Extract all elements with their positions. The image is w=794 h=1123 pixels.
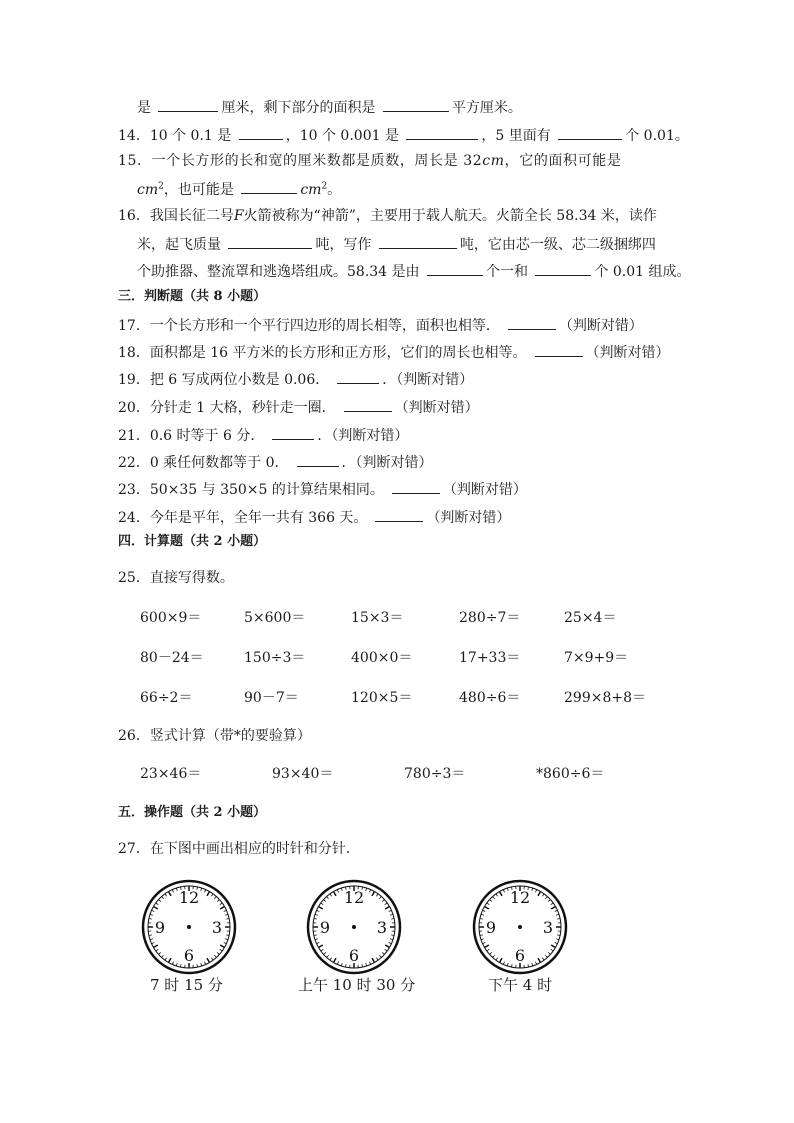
clock-tick	[551, 903, 553, 905]
clock-tick	[490, 952, 492, 954]
clock-tick	[220, 945, 224, 948]
clock-tick	[555, 942, 558, 943]
clock-tick	[315, 914, 318, 915]
judge-blank[interactable]	[375, 506, 423, 522]
calc-item[interactable]: 66÷2＝	[140, 690, 193, 706]
clock-tick	[542, 958, 544, 960]
clock-tick	[500, 958, 503, 962]
clock-tick	[545, 955, 547, 957]
clock-tick	[390, 914, 393, 915]
clock-number: 12	[509, 888, 531, 907]
clock-tick	[557, 935, 560, 936]
clock-tick	[503, 962, 504, 965]
clock-tick	[315, 939, 318, 940]
clock-tick	[551, 907, 555, 910]
calc-item[interactable]: 150÷3＝	[244, 650, 306, 666]
clock-tick	[224, 910, 227, 911]
clock-tick	[220, 949, 222, 951]
clock-tick	[481, 939, 484, 940]
q13-blank-1[interactable]	[158, 96, 218, 112]
clock-tick	[327, 955, 329, 957]
clock-tick	[389, 942, 392, 943]
clock-number: 6	[183, 946, 195, 965]
judge-item: 24．今年是平年，全年一共有 366 天。 （判断对错）	[118, 506, 510, 528]
clock-tick	[224, 942, 227, 943]
clock-tick	[391, 918, 394, 919]
calc-item[interactable]: 25×4＝	[564, 610, 617, 626]
calc-item[interactable]: 90－7＝	[244, 690, 299, 706]
clock-tick	[197, 964, 198, 967]
clock-tick	[217, 952, 219, 954]
clock-number: 3	[211, 918, 223, 937]
clock-tick	[214, 897, 216, 899]
clock-tick	[376, 958, 378, 960]
clock-tick	[150, 914, 153, 915]
clock-tick	[214, 955, 216, 957]
judge-blank[interactable]	[297, 451, 339, 467]
clock-tick	[317, 942, 320, 943]
calc-item[interactable]: 600×9＝	[140, 610, 202, 626]
clock-tick	[366, 888, 367, 891]
clock-tick	[493, 897, 495, 899]
q16-blank-4[interactable]	[535, 260, 591, 276]
clock-tick	[225, 914, 228, 915]
question-15-line-2: $cm^2$，也可能是 $cm^2$。	[137, 178, 341, 200]
calc-item[interactable]: 280÷7＝	[459, 610, 521, 626]
judge-item: 20．分针走 1 大格，秒针走一圈． （判断对错）	[118, 396, 479, 418]
clock-tick	[481, 914, 484, 915]
calc-item[interactable]: 7×9+9＝	[564, 650, 629, 666]
clock-tick	[169, 958, 172, 962]
clock-tick	[511, 964, 512, 967]
judge-blank[interactable]	[535, 341, 583, 357]
question-16-line-3: 个助推器、整流罩和逃逸塔组成。58.34 是由 个一和 个 0.01 组成。	[137, 260, 691, 282]
clock-tick	[176, 888, 177, 891]
clock-tick	[483, 910, 486, 911]
clock-tick	[500, 891, 503, 895]
clock-tick	[226, 918, 229, 919]
clock-tick	[369, 962, 370, 965]
clock-tick	[156, 949, 158, 951]
clock-tick	[551, 949, 553, 951]
clock-tick	[153, 945, 157, 948]
clock-tick	[314, 935, 317, 936]
clock-tick	[337, 962, 338, 965]
clock-tick	[372, 958, 375, 962]
clock-center-dot	[187, 925, 191, 929]
q14-blank-3[interactable]	[558, 124, 622, 140]
vertical-calc-item[interactable]: *860÷6＝	[536, 766, 605, 782]
clock-tick	[496, 894, 498, 896]
clock-tick	[156, 903, 158, 905]
clock-tick	[321, 949, 323, 951]
clock-tick	[376, 894, 378, 896]
clock-time-label: 7 时 15 分	[150, 976, 223, 994]
clock-tick	[207, 958, 210, 962]
clock-tick	[538, 958, 541, 962]
question-16-line-2: 米，起飞质量 吨，写作 吨，它由芯一级、芯二级捆绑四	[137, 233, 656, 255]
clock-tick	[207, 891, 210, 895]
clock-tick	[480, 935, 483, 936]
clock-tick	[385, 945, 389, 948]
clock-tick	[532, 963, 533, 966]
clock-tick	[555, 910, 558, 911]
clock-center-dot	[518, 925, 522, 929]
clock-tick	[341, 888, 342, 891]
clock-tick	[314, 918, 317, 919]
question-16-line-1: 16．我国长征二号F火箭被称为“神箭”，主要用于载人航天。火箭全长 58.34 米，读作	[118, 208, 657, 224]
clock-tick	[382, 952, 384, 954]
clock-tick	[551, 945, 555, 948]
clock-tick	[535, 962, 536, 965]
clock-tick	[379, 955, 381, 957]
vertical-calc-item[interactable]: 93×40＝	[272, 766, 334, 782]
clock-tick	[538, 891, 541, 895]
clock-tick	[317, 910, 320, 911]
judge-blank[interactable]	[392, 478, 440, 494]
clock-tick	[172, 962, 173, 965]
clock-number: 9	[154, 918, 166, 937]
clock-tick	[545, 897, 547, 899]
clock-tick	[220, 903, 222, 905]
clock-tick	[389, 910, 392, 911]
clock-number: 6	[514, 946, 526, 965]
clock-tick	[226, 935, 229, 936]
clock-face[interactable]	[304, 877, 404, 977]
clock-number: 6	[348, 946, 360, 965]
clock-tick	[369, 890, 370, 893]
clock-tick	[330, 958, 332, 960]
clock-tick	[204, 890, 205, 893]
q13-blank-2[interactable]	[383, 96, 449, 112]
clock-tick	[507, 963, 508, 966]
clock-tick	[159, 952, 161, 954]
clock-time-label: 上午 10 时 30 分	[298, 976, 416, 994]
clock-tick	[557, 918, 560, 919]
judge-blank[interactable]	[508, 314, 556, 330]
clock-tick	[382, 900, 384, 902]
clock-tick	[556, 914, 559, 915]
vertical-calc-item[interactable]: 23×46＝	[140, 766, 202, 782]
q15-blank[interactable]	[241, 178, 297, 194]
clock-tick	[330, 894, 332, 896]
clock-tick	[372, 891, 375, 895]
clock-tick	[391, 935, 394, 936]
clock-tick	[548, 900, 550, 902]
clock-tick	[324, 952, 326, 954]
q14-blank-2[interactable]	[406, 124, 478, 140]
clock-time-label: 下午 4 时	[488, 976, 553, 994]
clock-tick	[153, 907, 157, 910]
clock-tick	[362, 964, 363, 967]
q16-blank-2[interactable]	[379, 233, 457, 249]
calc-item[interactable]: 5×600＝	[244, 610, 306, 626]
clock-tick	[169, 891, 172, 895]
clock-tick	[327, 897, 329, 899]
clock-number: 9	[319, 918, 331, 937]
clock-tick	[165, 958, 167, 960]
calc-item[interactable]: 120×5＝	[351, 690, 413, 706]
calc-item[interactable]: 480÷6＝	[459, 690, 521, 706]
clock-tick	[159, 900, 161, 902]
judge-item: 23．50×35 与 350×5 的计算结果相同。 （判断对错）	[118, 478, 527, 500]
clock-tick	[162, 897, 164, 899]
clock-tick	[390, 939, 393, 940]
clock-tick	[484, 945, 488, 948]
clock-tick	[548, 952, 550, 954]
question-25: 25．直接写得数。	[118, 570, 234, 586]
clock-tick	[487, 903, 489, 905]
clock-tick	[345, 964, 346, 967]
calc-item[interactable]: 80－24＝	[140, 650, 204, 666]
judge-item: 18．面积都是 16 平方米的长方形和正方形，它们的周长也相等。 （判断对错）	[118, 341, 670, 363]
clock-tick	[152, 942, 155, 943]
q13-continuation: 是 厘米，剩下部分的面积是 平方厘米。	[137, 96, 522, 118]
clock-tick	[496, 958, 498, 960]
clock-tick	[483, 942, 486, 943]
clock-number: 12	[343, 888, 365, 907]
clock-tick	[172, 890, 173, 893]
vertical-calc-item[interactable]: 780÷3＝	[404, 766, 466, 782]
clock-tick	[150, 939, 153, 940]
clock-tick	[225, 939, 228, 940]
clock-tick	[385, 949, 387, 951]
clock-tick	[385, 907, 389, 910]
question-27: 27．在下图中画出相应的时针和分针．	[118, 841, 360, 857]
clock-number: 3	[542, 918, 554, 937]
clock-tick	[318, 945, 322, 948]
clock-tick	[211, 958, 213, 960]
calc-item[interactable]: 17+33＝	[459, 650, 521, 666]
clock-tick	[487, 949, 489, 951]
clock-tick	[535, 890, 536, 893]
q16-blank-3[interactable]	[427, 260, 483, 276]
clock-tick	[528, 964, 529, 967]
clock-number: 12	[178, 888, 200, 907]
calc-item[interactable]: 299×8+8＝	[564, 690, 646, 706]
clock-tick	[542, 894, 544, 896]
clock-tick	[556, 939, 559, 940]
question-26: 26．竖式计算（带*的要验算）	[118, 728, 311, 744]
clock-tick	[324, 900, 326, 902]
question-15-line-1: 15．一个长方形的长和宽的厘米数都是质数，周长是 32cm，它的面积可能是	[118, 153, 622, 169]
clock-center-dot	[352, 925, 356, 929]
judge-item: 19．把 6 写成两位小数是 0.06． ．（判断对错）	[118, 368, 473, 390]
section-5-heading: 五．操作题（共 2 小题）	[118, 805, 267, 820]
clock-face[interactable]	[470, 877, 570, 977]
section-3-heading: 三．判断题（共 8 小题）	[118, 289, 267, 304]
judge-item: 21．0.6 时等于 6 分． ．（判断对错）	[118, 424, 408, 446]
clock-tick	[493, 955, 495, 957]
clock-tick	[379, 897, 381, 899]
clock-tick	[490, 900, 492, 902]
clock-tick	[480, 918, 483, 919]
clock-tick	[165, 894, 167, 896]
clock-tick	[201, 963, 202, 966]
clock-tick	[337, 890, 338, 893]
clock-tick	[176, 963, 177, 966]
judge-blank[interactable]	[344, 396, 392, 412]
clock-tick	[366, 963, 367, 966]
clock-tick	[341, 963, 342, 966]
clock-tick	[318, 907, 322, 910]
clock-tick	[180, 964, 181, 967]
q14-blank-1[interactable]	[239, 124, 283, 140]
clock-tick	[217, 900, 219, 902]
clock-face[interactable]	[139, 877, 239, 977]
judge-blank[interactable]	[337, 368, 379, 384]
clock-tick	[507, 888, 508, 891]
clock-tick	[220, 907, 224, 910]
clock-number: 9	[485, 918, 497, 937]
question-14: 14．10 个 0.1 是 ，10 个 0.001 是 ，5 里面有 个 0.01。	[118, 124, 689, 146]
clock-tick	[204, 962, 205, 965]
clock-tick	[334, 958, 337, 962]
clock-tick	[201, 888, 202, 891]
clock-number: 3	[376, 918, 388, 937]
clock-tick	[152, 910, 155, 911]
clock-tick	[211, 894, 213, 896]
judge-item: 17．一个长方形和一个平行四边形的周长相等，面积也相等． （判断对错）	[118, 314, 643, 336]
judge-blank[interactable]	[272, 424, 314, 440]
judge-item: 22．0 乘任何数都等于 0． ．（判断对错）	[118, 451, 433, 473]
clock-tick	[532, 888, 533, 891]
q16-blank-1[interactable]	[228, 233, 312, 249]
clock-tick	[503, 890, 504, 893]
clock-tick	[149, 918, 152, 919]
clock-tick	[149, 935, 152, 936]
clock-tick	[334, 891, 337, 895]
clock-tick	[162, 955, 164, 957]
section-4-heading: 四．计算题（共 2 小题）	[118, 534, 267, 549]
clock-tick	[385, 903, 387, 905]
calc-item[interactable]: 400×0＝	[351, 650, 413, 666]
clock-tick	[321, 903, 323, 905]
calc-item[interactable]: 15×3＝	[351, 610, 404, 626]
clock-tick	[484, 907, 488, 910]
